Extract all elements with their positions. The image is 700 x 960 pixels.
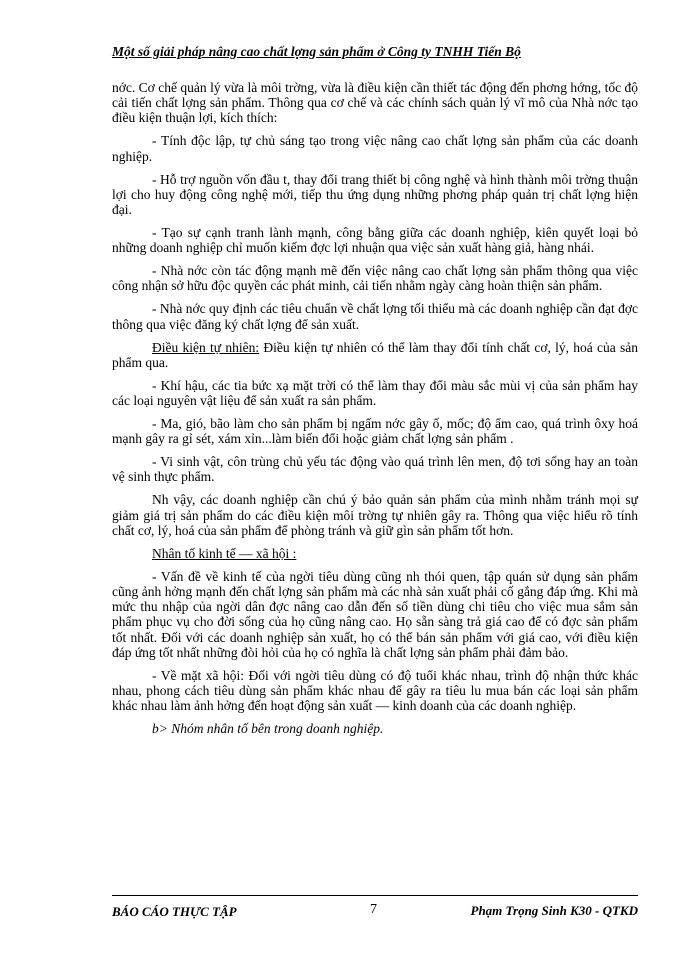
natural-conditions-text: Điều kiện tự nhiên có thể làm thay đổi tính chất cơ, lý, hoá của sản phẩm qua. bbox=[112, 339, 639, 370]
internal-factors-subheading: b> Nhóm nhân tố bên trong doanh nghiệp. bbox=[152, 721, 384, 737]
bullet-social: - Về mặt xã hội: Đối với ngời tiêu dùng có độ tuổi khác nhau, trình độ nhận thức khác nhau, phong cách tiêu dùng sản phẩm khác nhau để gây ra tiêu lu mua bán các loại sản phẩm khác nhau làm ảnh hởng đến hoạt động sản xuất — kinh doanh của các doanh nghiệp. bbox=[112, 667, 638, 714]
footer-page-number: 7 bbox=[370, 902, 377, 917]
footer-report-label: BÁO CÁO THỰC TẬP bbox=[112, 904, 237, 919]
natural-conclusion: Nh vậy, các doanh nghiệp cần chú ý bảo quản sản phẩm của mình nhằm tránh mọi sự giảm giá trị sản phẩm do các điều kiện môi trờng tự nhiên gây ra. Thông qua việc hiểu rõ tính chất cơ, lý, hoá của sản phẩm để phòng tránh và giữ gìn sản phẩm tốt hơn. bbox=[112, 492, 638, 538]
bullet-capital-support: - Hỗ trợ nguồn vốn đầu t, thay đổi trang thiết bị công nghệ và hình thành môi trờng thuận lợi cho huy động công nghệ mới, tiếp thu ứng dụng những phơng pháp quản trị chất lợng hiện đại. bbox=[112, 171, 638, 218]
bullet-fair-competition: - Tạo sự cạnh tranh lành mạnh, công bằng giữa các doanh nghiệp, kiên quyết loại bỏ những doanh nghiệp chỉ muốn kiếm đợc lợi nhuận qua việc sản xuất hàng giả, hàng nhái. bbox=[112, 225, 638, 256]
bullet-rain-wind: - Ma, gió, bão làm cho sản phẩm bị ngấm nớc gây ố, mốc; độ ẩm cao, quá trình ôxy hoá mạnh gây ra gỉ sét, xám xỉn...làm biến đổi hoặc giảm chất lợng sản phẩm . bbox=[112, 416, 638, 447]
footer-author: Phạm Trọng Sinh K30 - QTKD bbox=[470, 903, 638, 918]
bullet-independence: - Tính độc lập, tự chủ sáng tạo trong việc nâng cao chất lợng sản phẩm của các doanh nghiệp. bbox=[112, 133, 638, 164]
bullet-microorganisms: - Vi sinh vật, côn trùng chủ yếu tác động vào quá trình lên men, độ tơi sống hay an toàn vệ sinh thực phẩm. bbox=[112, 454, 638, 485]
bullet-economic: - Vấn đề về kinh tế của ngời tiêu dùng cũng nh thói quen, tập quán sử dụng sản phẩm cũng ảnh hởng mạnh đến chất lợng sản phẩm mà các nhà sản xuất phải cố gắng đáp ứng. Khi mà mức thu nhập của ngời dân đợc nâng cao dẫn đến số tiền dùng chi tiêu cho việc mua sắm sản phẩm phục vụ cho đời sống của họ cũng nâng cao. Họ sẵn sàng trả giá cao để có đợc sản phẩm tốt nhất. Đối với các doanh nghiệp sản xuất, họ có thể bán sản phẩm với giá cao, với điều kiện đáp ứng tốt nhất những đòi hỏi của họ có nghĩa là chất lợng sản phẩm phải đảm bảo. bbox=[112, 568, 638, 660]
natural-conditions-paragraph bbox=[112, 340, 638, 370]
document-body bbox=[112, 80, 638, 744]
bullet-quality-standards: - Nhà nớc quy định các tiêu chuẩn về chất lợng tối thiểu mà các doanh nghiệp cần đạt đợc thông qua việc đăng ký chất lợng để sản xuất. bbox=[112, 301, 638, 332]
page-header-title: Một số giải pháp nâng cao chất lợng sản phẩm ở Công ty TNHH Tiến Bộ bbox=[112, 44, 521, 59]
socio-economic-heading: Nhân tố kinh tế — xã hội : bbox=[152, 545, 297, 561]
bullet-patent-recognition: - Nhà nớc còn tác động mạnh mẽ đến việc nâng cao chất lợng sản phẩm thông qua việc công nhận sở hữu độc quyền các phát minh, cải tiến nhằm ngày càng hoàn thiện sản phẩm. bbox=[112, 263, 638, 294]
footer-divider bbox=[112, 895, 638, 896]
socio-economic-heading-paragraph bbox=[112, 546, 638, 561]
paragraph-intro: nớc. Cơ chế quản lý vừa là môi trờng, vừa là điều kiện cần thiết tác động đến phơng hớng, tốc độ cải tiến chất lợng sản phẩm. Thông qua cơ chế và các chính sách quản lý vĩ mô của Nhà nớc tạo điều kiện thuận lợi, kích thích: bbox=[112, 80, 638, 126]
natural-conditions-heading: Điều kiện tự nhiên: bbox=[152, 339, 260, 355]
bullet-climate: - Khí hậu, các tia bức xạ mặt trời có thể làm thay đổi màu sắc mùi vị của sản phẩm hay các loại nguyên vật liệu để sản xuất ra sản phẩm. bbox=[112, 377, 638, 409]
